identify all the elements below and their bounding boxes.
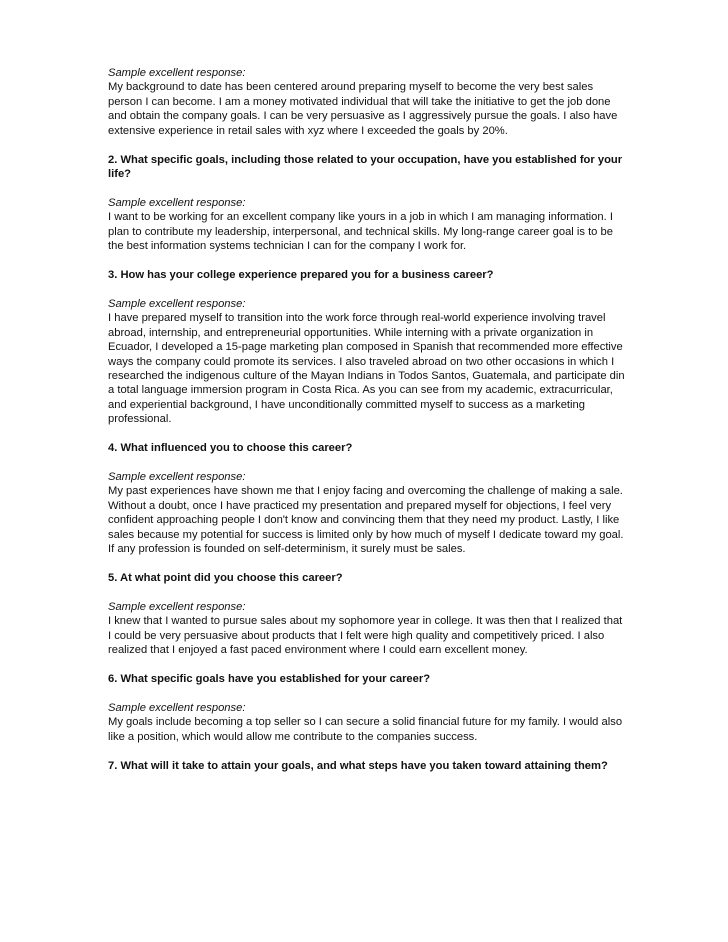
response-block	[108, 297, 628, 427]
response-text: My background to date has been centered around preparing myself to become the very best sales person I can become. I am a money motivated individual that will take the initiative to get the job done and obtain the company goals. I can be very persuasive as I aggressively pursue the goals. I also have extensive experience in retail sales with xyz where I exceeded the goals by 20%.	[108, 81, 618, 137]
response-text: My goals include becoming a top seller so I can secure a solid financial future for my family. I would also like a position, which would allow me contribute to the companies success.	[108, 716, 623, 743]
question-block	[108, 268, 628, 282]
question-heading: 2. What specific goals, including those related to your occupation, have you established for your life?	[108, 153, 623, 180]
question-block	[108, 672, 628, 686]
question-heading: 5. At what point did you choose this career?	[108, 571, 343, 584]
response-label: Sample excellent response:	[108, 196, 246, 209]
question-heading: 4. What influenced you to choose this career?	[108, 442, 353, 455]
response-text: My past experiences have shown me that I enjoy facing and overcoming the challenge of making a sale. Without a doubt, once I have practiced my presentation and prepared myself for objections, I feel very confident approaching people I don't know and convincing them that they need my product. Lastly, I like sales because my potential for success is limited only by how much of myself I dedicate toward my goal. If any profession is founded on self-determinism, it surely must be sales.	[108, 485, 624, 555]
question-heading: 6. What specific goals have you established for your career?	[108, 672, 431, 685]
question-block	[108, 759, 628, 773]
question-block	[108, 441, 628, 455]
response-block	[108, 600, 628, 658]
response-label: Sample excellent response:	[108, 297, 246, 310]
response-label: Sample excellent response:	[108, 67, 246, 79]
response-block	[108, 470, 628, 556]
response-block	[108, 196, 628, 254]
response-label: Sample excellent response:	[108, 600, 246, 613]
question-heading: 7. What will it take to attain your goals, and what steps have you taken toward attaining them?	[108, 759, 608, 772]
document-page	[108, 66, 628, 787]
response-text: I knew that I wanted to pursue sales about my sophomore year in college. It was then that I realized that I could be very persuasive about products that I felt were high quality and competitively priced. I also realized that I enjoyed a fast paced environment where I could earn excellent money.	[108, 615, 623, 656]
response-block	[108, 66, 628, 138]
question-block	[108, 571, 628, 585]
response-block	[108, 701, 628, 744]
response-text: I want to be working for an excellent company like yours in a job in which I am managing information. I plan to contribute my leadership, interpersonal, and technical skills. My long-range career goal is to be the best information systems technician I can for the company I work for.	[108, 211, 613, 253]
response-text: I have prepared myself to transition into the work force through real-world experience involving travel abroad, internship, and entrepreneurial opportunities. While interning with a private organization in Ecuador, I developed a 15-page marketing plan composed in Spanish that recommended more effective ways the company could promote its services. I also traveled abroad on two other occasions in which I researched the indigenous culture of the Mayan Indians in Todos Santos, Guatemala, and participate din a total language immersion program in Costa Rica. As you can see from my academic, extracurricular, and experiential background, I have unconditionally committed myself to success as a marketing professional.	[108, 312, 625, 426]
response-label: Sample excellent response:	[108, 701, 246, 714]
question-block	[108, 153, 628, 182]
response-label: Sample excellent response:	[108, 470, 246, 483]
question-heading: 3. How has your college experience prepared you for a business career?	[108, 268, 494, 281]
